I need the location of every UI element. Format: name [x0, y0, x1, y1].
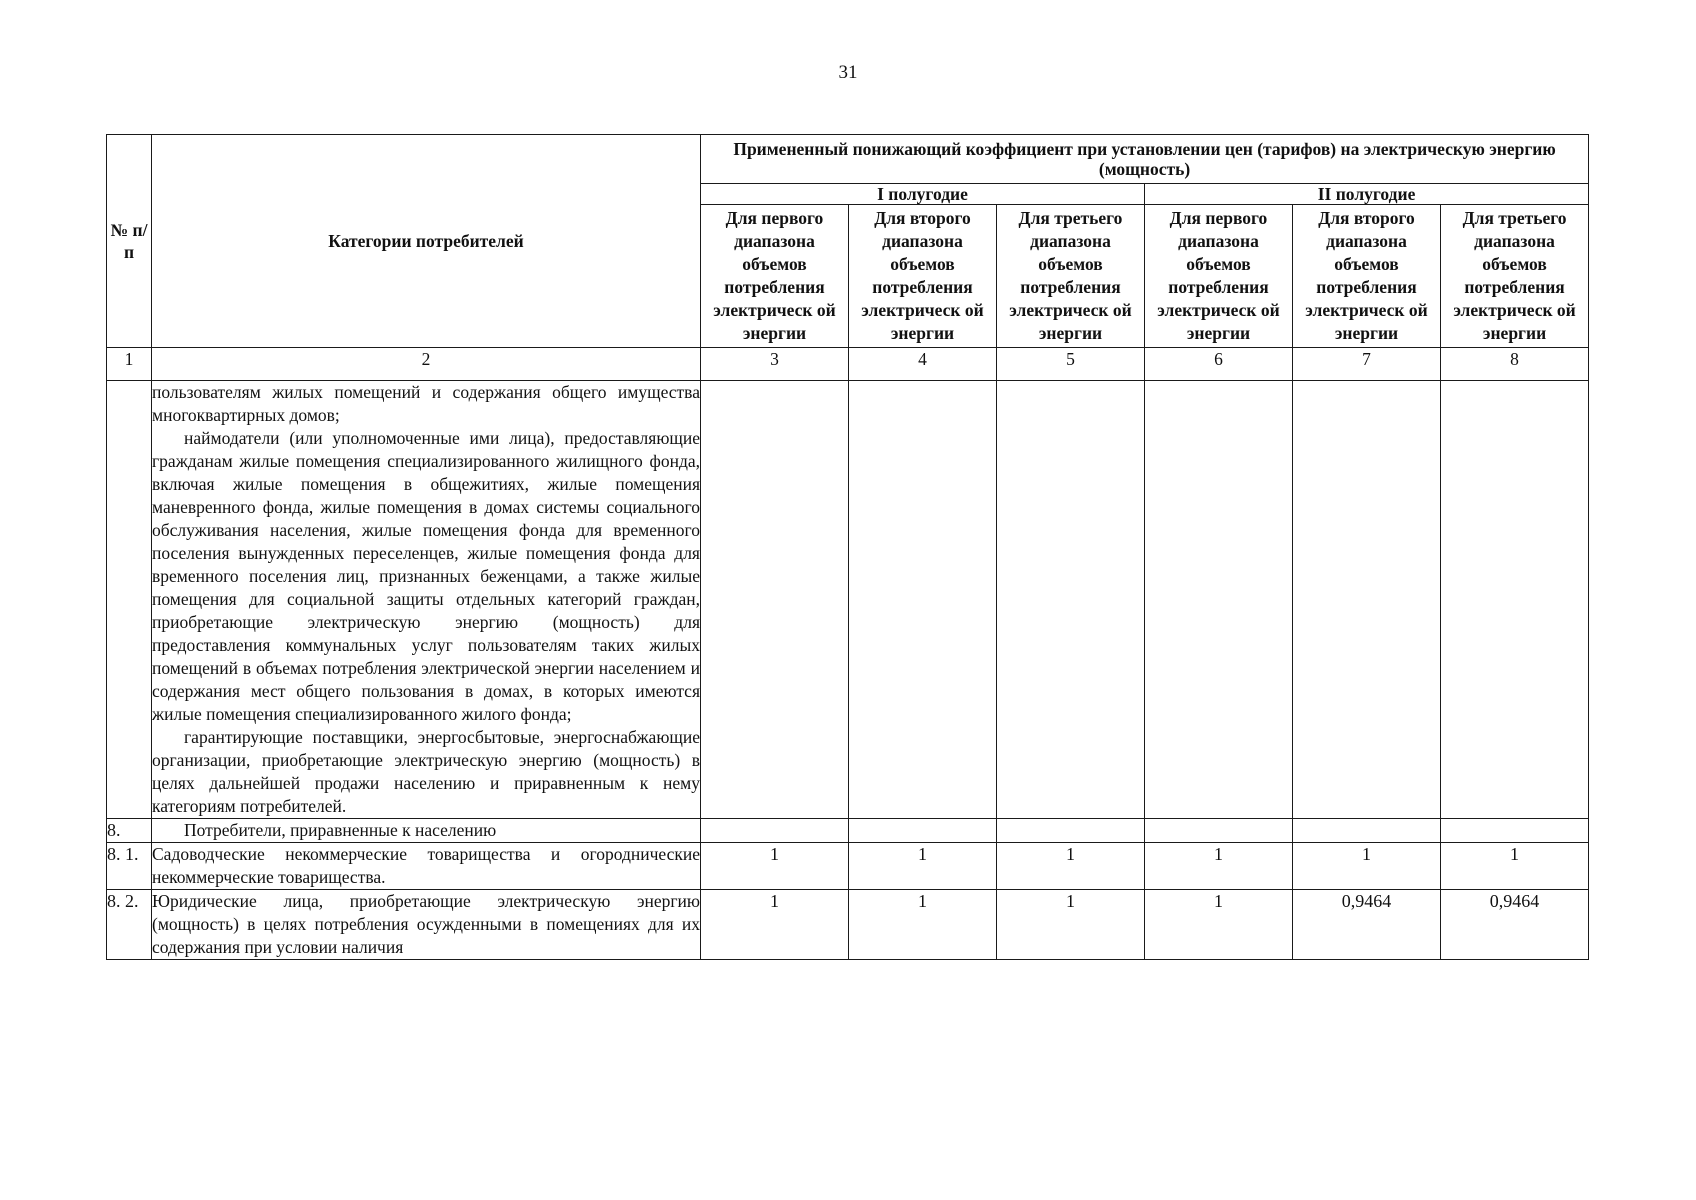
- continuation-value-cell: [1441, 381, 1589, 819]
- table-row: [107, 843, 1589, 890]
- row-value: 1: [849, 843, 997, 890]
- column-number-6: 6: [1145, 348, 1293, 381]
- category-column-header: Категории потребителей: [152, 135, 701, 348]
- column-header-4: Для второго диапазона объемов потребления электрическ ой энергии: [849, 205, 997, 348]
- continuation-value-cell: [997, 381, 1145, 819]
- row-value: [997, 819, 1145, 843]
- row-value: 0,9464: [1293, 890, 1441, 960]
- row-category-text: Потребители, приравненные к населению: [184, 820, 497, 840]
- column-header-5: Для третьего диапазона объемов потребления электрическ ой энергии: [997, 205, 1145, 348]
- row-value: 1: [1441, 843, 1589, 890]
- row-value: 1: [701, 890, 849, 960]
- row-value: 1: [997, 843, 1145, 890]
- row-number: 8. 2.: [107, 890, 152, 960]
- row-number: 8.: [107, 819, 152, 843]
- continuation-value-cell: [1145, 381, 1293, 819]
- row-value: 1: [997, 890, 1145, 960]
- row-number: 8. 1.: [107, 843, 152, 890]
- row-value: [1293, 819, 1441, 843]
- row-value: [1145, 819, 1293, 843]
- row-category: [152, 843, 701, 890]
- column-header-6: Для первого диапазона объемов потребления электрическ ой энергии: [1145, 205, 1293, 348]
- table-row: [107, 819, 1589, 843]
- page-number: 31: [838, 62, 858, 83]
- continuation-num-cell: [107, 381, 152, 819]
- column-header-7: Для второго диапазона объемов потребления электрическ ой энергии: [1293, 205, 1441, 348]
- coefficient-table: [106, 134, 1589, 960]
- row-value: [701, 819, 849, 843]
- half-year-1-header: I полугодие: [701, 184, 1145, 205]
- row-category: [152, 890, 701, 960]
- half-year-2-header: II полугодие: [1145, 184, 1589, 205]
- column-number-7: 7: [1293, 348, 1441, 381]
- row-category: [152, 819, 701, 843]
- row-value: 1: [849, 890, 997, 960]
- continuation-value-cell: [1293, 381, 1441, 819]
- row-value: 1: [1293, 843, 1441, 890]
- continuation-paragraph-1: пользователям жилых помещений и содержания общего имущества многоквартирных домов;: [152, 382, 700, 425]
- table-row: [107, 890, 1589, 960]
- row-value: [849, 819, 997, 843]
- continuation-paragraph-3: гарантирующие поставщики, энергосбытовые, энергоснабжающие организации, приобретающие электрическую энергию (мощность) в целях дальнейшей продажи населению и приравненным к нему категориям потребителей.: [152, 727, 700, 816]
- column-numbers-row: [107, 348, 1589, 381]
- row-value: 0,9464: [1441, 890, 1589, 960]
- row-value: 1: [701, 843, 849, 890]
- column-number-4: 4: [849, 348, 997, 381]
- continuation-row: [107, 381, 1589, 819]
- column-header-8: Для третьего диапазона объемов потребления электрическ ой энергии: [1441, 205, 1589, 348]
- row-value: [1441, 819, 1589, 843]
- column-number-8: 8: [1441, 348, 1589, 381]
- continuation-value-cell: [849, 381, 997, 819]
- continuation-paragraph-2: наймодатели (или уполномоченные ими лица), предоставляющие гражданам жилые помещения специализированного жилищного фонда, включая жилые помещения в общежитиях, жилые помещения маневренного фонда, жилые помещения в домах системы социального обслуживания населения, жилые помещения фонда для временного поселения вынужденных переселенцев, жилые помещения фонда для временного поселения лиц, признанных беженцами, а также жилые помещения для социальной защиты отдельных категорий граждан, приобретающие электрическую энергию (мощность) для предоставления коммунальных услуг пользователям таких жилых помещений в объемах потребления электрической энергии населением и содержания мест общего пользования в домах, в которых имеются жилые помещения специализированного жилого фонда;: [152, 428, 700, 724]
- row-category-text: Юридические лица, приобретающие электрическую энергию (мощность) в целях потребления осужденными в помещениях для их содержания при условии наличия: [152, 891, 700, 957]
- column-number-3: 3: [701, 348, 849, 381]
- row-value: 1: [1145, 843, 1293, 890]
- continuation-category-cell: [152, 381, 701, 819]
- row-value: 1: [1145, 890, 1293, 960]
- column-number-5: 5: [997, 348, 1145, 381]
- coefficient-header: Примененный понижающий коэффициент при установлении цен (тарифов) на электрическую энергию (мощность): [701, 135, 1589, 184]
- num-column-header: № п/п: [107, 135, 152, 348]
- row-category-text: Садоводческие некоммерческие товарищества и огороднические некоммерческие товарищества.: [152, 844, 700, 887]
- column-header-3: Для первого диапазона объемов потребления электрическ ой энергии: [701, 205, 849, 348]
- continuation-value-cell: [701, 381, 849, 819]
- column-number-2: 2: [152, 348, 701, 381]
- column-number-1: 1: [107, 348, 152, 381]
- header-row-1: [107, 135, 1589, 184]
